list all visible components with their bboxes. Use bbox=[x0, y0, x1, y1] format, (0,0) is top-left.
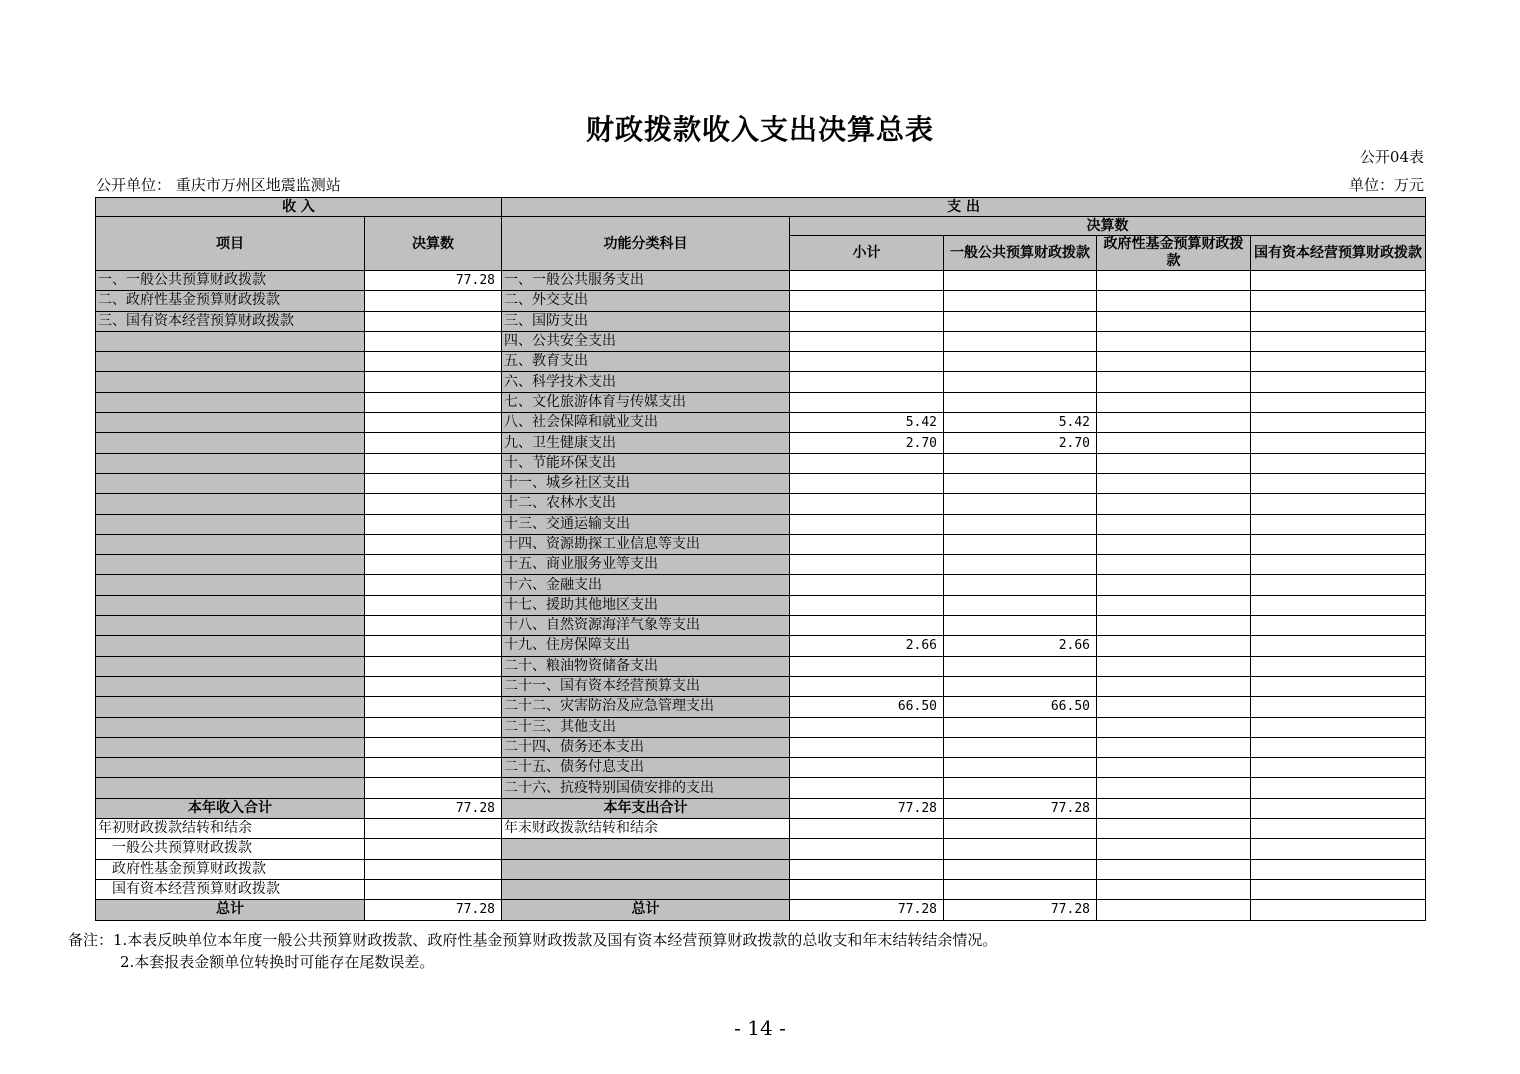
expense-item-cell: 本年支出合计 bbox=[502, 798, 790, 818]
expense-item-cell: 二、外交支出 bbox=[502, 291, 790, 311]
income-item-cell bbox=[96, 433, 365, 453]
gov-fund-cell bbox=[1097, 819, 1251, 839]
expense-item-cell: 二十三、其他支出 bbox=[502, 717, 790, 737]
income-amount-cell: 77.28 bbox=[365, 798, 502, 818]
carry-item-row bbox=[96, 879, 1426, 899]
income-item-cell bbox=[96, 676, 365, 696]
carry-item-cell: 国有资本经营预算财政拨款 bbox=[96, 879, 365, 899]
table-row bbox=[96, 433, 1426, 453]
gov-fund-cell bbox=[1097, 555, 1251, 575]
carry-item-cell: 一般公共预算财政拨款 bbox=[96, 839, 365, 859]
gov-fund-cell bbox=[1097, 595, 1251, 615]
unit-label: 单位：万元 bbox=[1348, 176, 1424, 194]
carry-item-row bbox=[96, 839, 1426, 859]
general-budget-cell bbox=[944, 555, 1097, 575]
state-capital-cell bbox=[1251, 413, 1426, 433]
year-total-row bbox=[96, 798, 1426, 818]
table-row bbox=[96, 656, 1426, 676]
income-item-cell bbox=[96, 697, 365, 717]
expense-item-cell: 十五、商业服务业等支出 bbox=[502, 555, 790, 575]
form-number: 公开04表 bbox=[1359, 148, 1424, 166]
general-budget-cell bbox=[944, 859, 1097, 879]
general-budget-cell bbox=[944, 514, 1097, 534]
expense-item-cell: 二十、粮油物资储备支出 bbox=[502, 656, 790, 676]
income-amount-cell bbox=[365, 636, 502, 656]
income-amount-cell bbox=[365, 616, 502, 636]
general-budget-cell bbox=[944, 676, 1097, 696]
table-row bbox=[96, 697, 1426, 717]
income-amount-cell bbox=[365, 859, 502, 879]
gov-fund-cell bbox=[1097, 311, 1251, 331]
general-budget-cell bbox=[944, 819, 1097, 839]
subtotal-cell: 77.28 bbox=[790, 798, 944, 818]
subtotal-cell bbox=[790, 331, 944, 351]
general-budget-cell: 77.28 bbox=[944, 798, 1097, 818]
subtotal-cell bbox=[790, 879, 944, 899]
gov-fund-cell bbox=[1097, 879, 1251, 899]
subtotal-cell bbox=[790, 555, 944, 575]
expense-item-cell: 十一、城乡社区支出 bbox=[502, 473, 790, 493]
expense-header: 支 出 bbox=[502, 198, 1426, 217]
func-header: 功能分类科目 bbox=[502, 217, 790, 271]
income-amount-cell: 77.28 bbox=[365, 271, 502, 291]
final-header: 决算数 bbox=[790, 217, 1426, 236]
gov-fund-cell bbox=[1097, 758, 1251, 778]
state-capital-cell bbox=[1251, 352, 1426, 372]
income-amount-cell bbox=[365, 311, 502, 331]
expense-item-cell: 二十五、债务付息支出 bbox=[502, 758, 790, 778]
table-row bbox=[96, 352, 1426, 372]
general-budget-cell bbox=[944, 737, 1097, 757]
table-row bbox=[96, 758, 1426, 778]
state-capital-cell bbox=[1251, 859, 1426, 879]
subtotal-cell bbox=[790, 575, 944, 595]
general-budget-cell bbox=[944, 473, 1097, 493]
subtotal-cell: 77.28 bbox=[790, 900, 944, 920]
amount-header: 决算数 bbox=[365, 217, 502, 271]
state-capital-cell bbox=[1251, 798, 1426, 818]
income-amount-cell bbox=[365, 595, 502, 615]
general-budget-cell bbox=[944, 879, 1097, 899]
table-row bbox=[96, 372, 1426, 392]
state-capital-cell bbox=[1251, 656, 1426, 676]
table-row bbox=[96, 271, 1426, 291]
income-amount-cell bbox=[365, 676, 502, 696]
subtotal-cell: 5.42 bbox=[790, 413, 944, 433]
general-budget-cell bbox=[944, 656, 1097, 676]
table-row bbox=[96, 473, 1426, 493]
income-item-cell bbox=[96, 473, 365, 493]
income-amount-cell bbox=[365, 331, 502, 351]
table-row bbox=[96, 291, 1426, 311]
income-amount-cell bbox=[365, 453, 502, 473]
income-item-cell bbox=[96, 656, 365, 676]
gov-fund-cell bbox=[1097, 798, 1251, 818]
income-amount-cell bbox=[365, 473, 502, 493]
state-capital-cell bbox=[1251, 534, 1426, 554]
table-row bbox=[96, 555, 1426, 575]
state-capital-cell bbox=[1251, 737, 1426, 757]
expense-item-cell: 二十二、灾害防治及应急管理支出 bbox=[502, 697, 790, 717]
income-item-cell bbox=[96, 453, 365, 473]
carry-row bbox=[96, 819, 1426, 839]
table-row bbox=[96, 595, 1426, 615]
gov-fund-cell bbox=[1097, 392, 1251, 412]
income-item-cell bbox=[96, 555, 365, 575]
gov-fund-cell bbox=[1097, 839, 1251, 859]
gov-fund-cell bbox=[1097, 453, 1251, 473]
expense-item-cell bbox=[502, 859, 790, 879]
state-capital-cell bbox=[1251, 433, 1426, 453]
general-budget-cell bbox=[944, 717, 1097, 737]
general-budget-cell bbox=[944, 392, 1097, 412]
income-item-cell: 三、国有资本经营预算财政拨款 bbox=[96, 311, 365, 331]
general-budget-header: 一般公共预算财政拨款 bbox=[944, 236, 1097, 271]
income-item-cell: 本年收入合计 bbox=[96, 798, 365, 818]
general-budget-cell: 2.66 bbox=[944, 636, 1097, 656]
subtotal-cell bbox=[790, 392, 944, 412]
gov-fund-cell bbox=[1097, 291, 1251, 311]
general-budget-cell bbox=[944, 839, 1097, 859]
subtotal-cell bbox=[790, 271, 944, 291]
subtotal-cell bbox=[790, 453, 944, 473]
state-capital-cell bbox=[1251, 616, 1426, 636]
subtotal-cell bbox=[790, 656, 944, 676]
gov-fund-cell bbox=[1097, 352, 1251, 372]
subtotal-cell bbox=[790, 352, 944, 372]
general-budget-cell bbox=[944, 271, 1097, 291]
gov-fund-header: 政府性基金预算财政拨款 bbox=[1097, 236, 1251, 271]
subtotal-cell: 2.70 bbox=[790, 433, 944, 453]
gov-fund-cell bbox=[1097, 636, 1251, 656]
income-amount-cell bbox=[365, 534, 502, 554]
general-budget-cell bbox=[944, 352, 1097, 372]
income-amount-cell bbox=[365, 291, 502, 311]
expense-item-cell: 九、卫生健康支出 bbox=[502, 433, 790, 453]
expense-item-cell: 年末财政拨款结转和结余 bbox=[502, 819, 790, 839]
income-amount-cell: 77.28 bbox=[365, 900, 502, 920]
income-amount-cell bbox=[365, 433, 502, 453]
subtotal-cell bbox=[790, 534, 944, 554]
expense-item-cell: 二十六、抗疫特别国债安排的支出 bbox=[502, 778, 790, 798]
table-body bbox=[96, 271, 1426, 921]
carry-item-row bbox=[96, 859, 1426, 879]
income-item-cell bbox=[96, 717, 365, 737]
unit-line bbox=[96, 174, 1424, 195]
table-row bbox=[96, 636, 1426, 656]
state-capital-cell bbox=[1251, 331, 1426, 351]
state-capital-cell bbox=[1251, 900, 1426, 920]
subtotal-cell bbox=[790, 595, 944, 615]
table-row bbox=[96, 717, 1426, 737]
state-capital-cell bbox=[1251, 819, 1426, 839]
expense-item-cell: 十七、援助其他地区支出 bbox=[502, 595, 790, 615]
general-budget-cell bbox=[944, 291, 1097, 311]
income-item-cell bbox=[96, 494, 365, 514]
gov-fund-cell bbox=[1097, 737, 1251, 757]
subtotal-cell bbox=[790, 494, 944, 514]
income-item-cell bbox=[96, 514, 365, 534]
table-row bbox=[96, 311, 1426, 331]
note-2: 2.本套报表金额单位转换时可能存在尾数误差。 bbox=[120, 953, 435, 971]
general-budget-cell bbox=[944, 595, 1097, 615]
income-amount-cell bbox=[365, 372, 502, 392]
notes bbox=[68, 929, 997, 973]
expense-item-cell: 十九、住房保障支出 bbox=[502, 636, 790, 656]
expense-item-cell: 二十一、国有资本经营预算支出 bbox=[502, 676, 790, 696]
expense-item-cell: 十三、交通运输支出 bbox=[502, 514, 790, 534]
general-budget-cell bbox=[944, 311, 1097, 331]
gov-fund-cell bbox=[1097, 534, 1251, 554]
gov-fund-cell bbox=[1097, 717, 1251, 737]
subtotal-cell bbox=[790, 616, 944, 636]
gov-fund-cell bbox=[1097, 575, 1251, 595]
subtotal-cell bbox=[790, 291, 944, 311]
gov-fund-cell bbox=[1097, 473, 1251, 493]
income-amount-cell bbox=[365, 737, 502, 757]
table-row bbox=[96, 494, 1426, 514]
income-amount-cell bbox=[365, 413, 502, 433]
state-capital-cell bbox=[1251, 372, 1426, 392]
income-item-cell: 一、一般公共预算财政拨款 bbox=[96, 271, 365, 291]
income-header: 收 入 bbox=[96, 198, 502, 217]
general-budget-cell: 77.28 bbox=[944, 900, 1097, 920]
subtotal-cell bbox=[790, 311, 944, 331]
state-capital-cell bbox=[1251, 494, 1426, 514]
table-row bbox=[96, 575, 1426, 595]
income-item-cell bbox=[96, 372, 365, 392]
income-amount-cell bbox=[365, 778, 502, 798]
table-row bbox=[96, 676, 1426, 696]
state-capital-cell bbox=[1251, 392, 1426, 412]
state-capital-header: 国有资本经营预算财政拨款 bbox=[1251, 236, 1426, 271]
subtotal-cell bbox=[790, 859, 944, 879]
expense-item-cell: 五、教育支出 bbox=[502, 352, 790, 372]
state-capital-cell bbox=[1251, 575, 1426, 595]
grand-total-row bbox=[96, 900, 1426, 920]
income-item-cell bbox=[96, 331, 365, 351]
expense-item-cell: 总计 bbox=[502, 900, 790, 920]
general-budget-cell bbox=[944, 778, 1097, 798]
expense-item-cell: 六、科学技术支出 bbox=[502, 372, 790, 392]
org-label: 公开单位： 重庆市万州区地震监测站 bbox=[96, 176, 341, 194]
state-capital-cell bbox=[1251, 271, 1426, 291]
subtotal-cell bbox=[790, 778, 944, 798]
gov-fund-cell bbox=[1097, 676, 1251, 696]
income-amount-cell bbox=[365, 758, 502, 778]
income-amount-cell bbox=[365, 697, 502, 717]
general-budget-cell bbox=[944, 758, 1097, 778]
expense-item-cell: 八、社会保障和就业支出 bbox=[502, 413, 790, 433]
general-budget-cell bbox=[944, 534, 1097, 554]
page-number: - 14 - bbox=[734, 1016, 786, 1040]
income-amount-cell bbox=[365, 819, 502, 839]
income-item-cell: 二、政府性基金预算财政拨款 bbox=[96, 291, 365, 311]
state-capital-cell bbox=[1251, 473, 1426, 493]
carry-item-cell: 政府性基金预算财政拨款 bbox=[96, 859, 365, 879]
subtotal-cell bbox=[790, 819, 944, 839]
state-capital-cell bbox=[1251, 879, 1426, 899]
state-capital-cell bbox=[1251, 291, 1426, 311]
income-item-cell: 总计 bbox=[96, 900, 365, 920]
item-header: 项目 bbox=[96, 217, 365, 271]
table-row bbox=[96, 392, 1426, 412]
state-capital-cell bbox=[1251, 636, 1426, 656]
gov-fund-cell bbox=[1097, 271, 1251, 291]
table-row bbox=[96, 413, 1426, 433]
gov-fund-cell bbox=[1097, 697, 1251, 717]
state-capital-cell bbox=[1251, 514, 1426, 534]
subtotal-cell bbox=[790, 676, 944, 696]
income-item-cell bbox=[96, 392, 365, 412]
income-item-cell bbox=[96, 352, 365, 372]
general-budget-cell bbox=[944, 372, 1097, 392]
income-item-cell bbox=[96, 534, 365, 554]
gov-fund-cell bbox=[1097, 514, 1251, 534]
income-item-cell bbox=[96, 636, 365, 656]
income-amount-cell bbox=[365, 575, 502, 595]
income-amount-cell bbox=[365, 555, 502, 575]
note-1: 备注：1.本表反映单位本年度一般公共预算财政拨款、政府性基金预算财政拨款及国有资本经营预算财政拨款的总收支和年末结转结余情况。 bbox=[68, 931, 998, 949]
subtotal-cell: 66.50 bbox=[790, 697, 944, 717]
general-budget-cell bbox=[944, 575, 1097, 595]
gov-fund-cell bbox=[1097, 616, 1251, 636]
state-capital-cell bbox=[1251, 676, 1426, 696]
income-amount-cell bbox=[365, 494, 502, 514]
general-budget-cell bbox=[944, 494, 1097, 514]
expense-item-cell: 四、公共安全支出 bbox=[502, 331, 790, 351]
subtotal-cell: 2.66 bbox=[790, 636, 944, 656]
subtotal-cell bbox=[790, 717, 944, 737]
expense-item-cell: 十四、资源勘探工业信息等支出 bbox=[502, 534, 790, 554]
income-item-cell bbox=[96, 737, 365, 757]
income-item-cell bbox=[96, 595, 365, 615]
expense-item-cell: 十、节能环保支出 bbox=[502, 453, 790, 473]
income-item-cell bbox=[96, 413, 365, 433]
gov-fund-cell bbox=[1097, 900, 1251, 920]
subtotal-cell bbox=[790, 758, 944, 778]
income-amount-cell bbox=[365, 879, 502, 899]
state-capital-cell bbox=[1251, 555, 1426, 575]
table-row bbox=[96, 534, 1426, 554]
subtotal-cell bbox=[790, 473, 944, 493]
state-capital-cell bbox=[1251, 717, 1426, 737]
gov-fund-cell bbox=[1097, 433, 1251, 453]
expense-item-cell: 二十四、债务还本支出 bbox=[502, 737, 790, 757]
table-row bbox=[96, 453, 1426, 473]
income-item-cell bbox=[96, 758, 365, 778]
subtotal-cell bbox=[790, 737, 944, 757]
table-row bbox=[96, 616, 1426, 636]
table-row bbox=[96, 331, 1426, 351]
general-budget-cell bbox=[944, 616, 1097, 636]
gov-fund-cell bbox=[1097, 656, 1251, 676]
subtotal-cell bbox=[790, 372, 944, 392]
gov-fund-cell bbox=[1097, 494, 1251, 514]
general-budget-cell: 2.70 bbox=[944, 433, 1097, 453]
general-budget-cell: 66.50 bbox=[944, 697, 1097, 717]
expense-item-cell: 十六、金融支出 bbox=[502, 575, 790, 595]
income-item-cell bbox=[96, 575, 365, 595]
budget-table bbox=[95, 197, 1426, 921]
income-amount-cell bbox=[365, 392, 502, 412]
gov-fund-cell bbox=[1097, 372, 1251, 392]
page-title: 财政拨款收入支出决算总表 bbox=[585, 113, 934, 146]
gov-fund-cell bbox=[1097, 859, 1251, 879]
expense-item-cell: 十二、农林水支出 bbox=[502, 494, 790, 514]
state-capital-cell bbox=[1251, 595, 1426, 615]
subtotal-header: 小计 bbox=[790, 236, 944, 271]
expense-item-cell: 三、国防支出 bbox=[502, 311, 790, 331]
subtotal-cell bbox=[790, 839, 944, 859]
expense-item-cell bbox=[502, 879, 790, 899]
state-capital-cell bbox=[1251, 311, 1426, 331]
income-amount-cell bbox=[365, 656, 502, 676]
expense-item-cell: 七、文化旅游体育与传媒支出 bbox=[502, 392, 790, 412]
gov-fund-cell bbox=[1097, 331, 1251, 351]
income-item-cell bbox=[96, 616, 365, 636]
state-capital-cell bbox=[1251, 778, 1426, 798]
state-capital-cell bbox=[1251, 453, 1426, 473]
state-capital-cell bbox=[1251, 839, 1426, 859]
state-capital-cell bbox=[1251, 758, 1426, 778]
income-amount-cell bbox=[365, 839, 502, 859]
income-item-cell bbox=[96, 778, 365, 798]
income-amount-cell bbox=[365, 352, 502, 372]
general-budget-cell: 5.42 bbox=[944, 413, 1097, 433]
income-amount-cell bbox=[365, 514, 502, 534]
state-capital-cell bbox=[1251, 697, 1426, 717]
general-budget-cell bbox=[944, 331, 1097, 351]
gov-fund-cell bbox=[1097, 778, 1251, 798]
table-row bbox=[96, 737, 1426, 757]
expense-item-cell bbox=[502, 839, 790, 859]
expense-item-cell: 一、一般公共服务支出 bbox=[502, 271, 790, 291]
income-amount-cell bbox=[365, 717, 502, 737]
income-item-cell: 年初财政拨款结转和结余 bbox=[96, 819, 365, 839]
table-row bbox=[96, 514, 1426, 534]
gov-fund-cell bbox=[1097, 413, 1251, 433]
expense-item-cell: 十八、自然资源海洋气象等支出 bbox=[502, 616, 790, 636]
general-budget-cell bbox=[944, 453, 1097, 473]
table-row bbox=[96, 778, 1426, 798]
subtotal-cell bbox=[790, 514, 944, 534]
